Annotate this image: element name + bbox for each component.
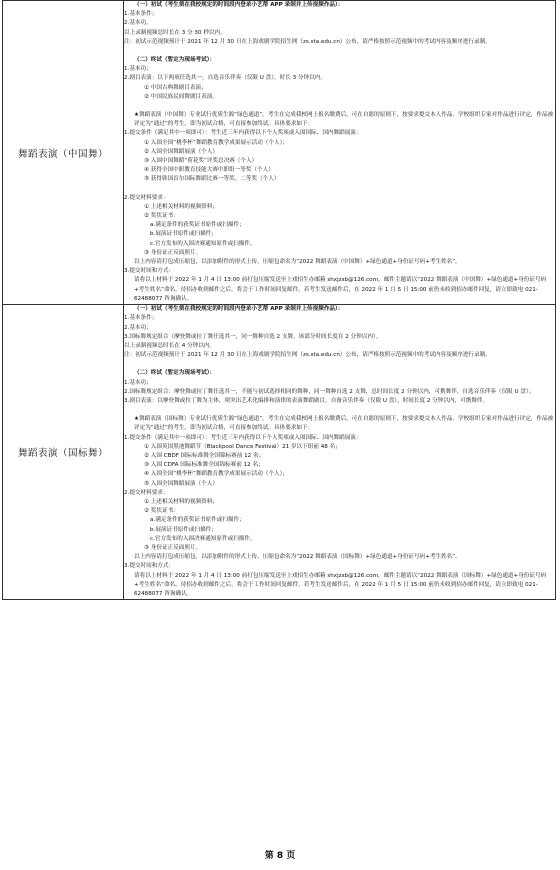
text-line: 2.提交材料要求： <box>124 194 169 201</box>
text-line: 3.国标舞规定组合（摩登舞或拉丁舞任选其一，同一舞种自选 2 支舞，该部分时间长度在 2 分钟以内）。 <box>124 333 382 340</box>
text-line: （一）初试（考生须在我校规定的时间段内登录小艺帮 APP 录制并上传视频作品）： <box>134 2 344 8</box>
text-line: ① 入围英国黑池舞蹈节（Blackpool Dance Festival）21 岁以下组前 48 名； <box>144 443 341 450</box>
text-line: 以上录制视频总时长在 3 分 30 秒以内。 <box>124 29 226 36</box>
text-line: ⑤ 入围全国舞蹈展演（个人） <box>144 480 218 487</box>
text-line: 1.基本功； <box>124 66 152 73</box>
text-line: 3.剧目表演：以摩登舞或拉丁舞为主体，须突出艺术化编排和演律的表演舞蹈剧目。自备音乐伴奏（仅限 U 盘），时间长度 2 分钟以内，可携舞伴。 <box>124 397 489 404</box>
requirements-table <box>2 0 556 600</box>
text-line: （二）终试（暂定为现场考试）： <box>134 57 216 64</box>
requirements-cell <box>124 305 556 600</box>
text-line: a.满足条件的获奖证书原件或扫描件； <box>150 517 245 524</box>
text-line: ① 入围全国“桃李杯”舞蹈教育教学成果展示活动（个人）； <box>144 139 289 146</box>
text-line: 1.基本条件； <box>124 11 158 18</box>
text-line: （二）终试（暂定为现场考试）： <box>134 370 216 377</box>
text-line: 请将以上材料于 2022 年 1 月 4 日 13:00 前打包压缩发送至上戏招生办邮箱 shxjzsb@126.com，邮件主题请以“2022 舞蹈表演（中国舞）+绿色通道+身份证号码+考生姓名”命名。待招办收到邮件之后，将会于工作时间回复邮件。若考生发送邮件后，在 2022 年 1 月 5 日 15:00 前仍未收到招办邮件回复，请立即致电 021-62488077 咨询确认。 <box>134 277 547 302</box>
text-line: ③ 身份证正反面照片。 <box>144 249 202 256</box>
table-row <box>3 305 556 600</box>
text-line: 3.提交时间和方式： <box>124 563 175 570</box>
text-line: 1.基本功； <box>124 379 152 386</box>
text-line: c.官方发布的入围决赛通知原件或扫描件。 <box>150 240 256 247</box>
text-line: ★舞蹈表演（国标舞）专业试行优质生源“绿色通道”。考生在完成我校网上报名缴费后，可在自愿的原则下，按要求提交本人作品。学校组织专家对作品进行评定，作品被评定为“通过”的考生，即为初试合格，可直接参加终试。具体要求如下： <box>134 416 554 432</box>
text-line: ③ 入围中国舞蹈“荷花奖”评奖总决赛（个人） <box>144 158 258 165</box>
text-line: ② 奖状证书： <box>144 508 179 515</box>
text-line: ③ 入围 CDFA 国际标准舞全国锦标赛前 12 名； <box>144 462 264 469</box>
text-line: ② 入围 CBDF 国际标准舞全国锦标赛前 12 名； <box>144 452 265 459</box>
text-line: 1.提交条件（满足其中一项即可）：考生近三年内获得以下个人奖项或入围国际、国内舞蹈展演： <box>124 434 362 441</box>
text-line: ① 中国古典舞剧目表演； <box>144 84 207 91</box>
text-line: a.满足条件的获奖证书原件或扫描件； <box>150 222 245 229</box>
text-line: ② 入围全国舞蹈展演（个人） <box>144 148 218 155</box>
text-line: ⑤ 获得韩国首尔国际舞蹈比赛一等奖、二等奖（个人） <box>144 176 280 183</box>
text-line: 2.剧目表演：以下两项任选其一，自选音乐伴奏（仅限 U 盘），时长 3 分钟以内。 <box>124 75 326 82</box>
page-number: 第 8 页 <box>264 851 296 861</box>
text-line: ② 奖状证书： <box>144 213 179 220</box>
text-line: 注：初试示范视频预计于 2021 年 12 月 30 日在上海戏剧学院招生网（zs.sta.edu.cn）公布，请严格按照示范视频中的考试内容及顺序进行录制。 <box>124 352 491 359</box>
text-line: ③ 身份证正反面照片。 <box>144 544 202 551</box>
text-line: 2.基本功； <box>124 324 152 331</box>
text-line: 3.提交时间和方式： <box>124 268 175 275</box>
text-line: 以上内容请打包成压缩包，以添加附件的形式上传，压缩包命名为“2022 舞蹈表演（国标舞）+绿色通道+身份证号码+考生姓名”。 <box>134 554 461 561</box>
text-line: ④ 获得全国中职教育技能大赛中职组一等奖（个人） <box>144 167 274 174</box>
text-line: ① 上述相关材料的视频资料； <box>144 203 218 210</box>
text-line: 注：初试示范视频预计于 2021 年 12 月 30 日在上海戏剧学院招生网（zs.sta.edu.cn）公布，请严格按照示范视频中的考试内容及顺序进行录制。 <box>124 38 491 45</box>
spacer <box>124 360 555 369</box>
text-line: 1.基本条件； <box>124 315 158 322</box>
category-cell: 舞蹈表演（国标舞） <box>3 305 124 600</box>
text-line: 1.提交条件（满足其中一项即可）：考生近三年内获得以下个人奖项或入围国际、国内舞蹈展演： <box>124 130 362 137</box>
text-line: 2.国标舞规定组合：摩登舞或拉丁舞任选其一，不能与初试选择相同的舞种，同一舞种自选 2 支舞，总时间长度 2 分钟以内，可携舞伴，自选音乐伴奏（仅限 U 盘）； <box>124 388 535 395</box>
text-line: 以上录制视频总时长在 4 分钟以内。 <box>124 342 216 349</box>
text-line: c.官方发布的入围决赛通知原件或扫描件。 <box>150 535 256 542</box>
spacer <box>124 406 555 415</box>
requirements-cell <box>124 1 556 305</box>
text-line: 以上内容请打包成压缩包，以添加附件的形式上传，压缩包命名为“2022 舞蹈表演（中国舞）+绿色通道+身份证号码+考生姓名”。 <box>134 259 461 266</box>
table-row <box>3 1 556 305</box>
text-line: ★舞蹈表演（中国舞）专业试行优质生源“绿色通道”。考生在完成我校网上报名缴费后，可在自愿的原则下，按要求提交本人作品。学校组织专家对作品进行评定，作品被评定为“通过”的考生，即为初试合格，可直接参加终试。具体要求如下： <box>134 112 554 128</box>
text-line: ④ 入围全国“桃李杯”舞蹈教育教学成果展示活动（个人）； <box>144 471 289 478</box>
text-line: 2.基本功。 <box>124 20 152 27</box>
text-line: ① 上述相关材料的视频资料； <box>144 498 218 505</box>
text-line: b.展演证书原件或扫描件； <box>150 231 217 238</box>
spacer <box>124 47 555 56</box>
text-line: （一）初试（考生须在我校规定的时间段内登录小艺帮 APP 录制并上传视频作品）： <box>134 306 344 313</box>
text-line: 2.提交材料要求： <box>124 489 169 496</box>
text-line: 请将以上材料于 2022 年 1 月 4 日 13:00 前打包压缩发送至上戏招生办邮箱 shxjzsb@126.com，邮件主题请以“2022 舞蹈表演（国标舞）+绿色通道+身份证号码+考生姓名”命名。待招办收到邮件之后，将会于工作时间回复邮件。若考生发送邮件后，在 2022 年 1 月 5 日 15:00 前仍未收到招办邮件回复，请立即致电 021-62488077 咨询确认。 <box>134 572 547 597</box>
spacer <box>124 185 555 194</box>
text-line: ② 中国民族民间舞剧目表演。 <box>144 93 218 100</box>
category-cell: 舞蹈表演（中国舞） <box>3 1 124 305</box>
text-line: b.展演证书原件或扫描件； <box>150 526 217 533</box>
spacer <box>124 102 555 111</box>
